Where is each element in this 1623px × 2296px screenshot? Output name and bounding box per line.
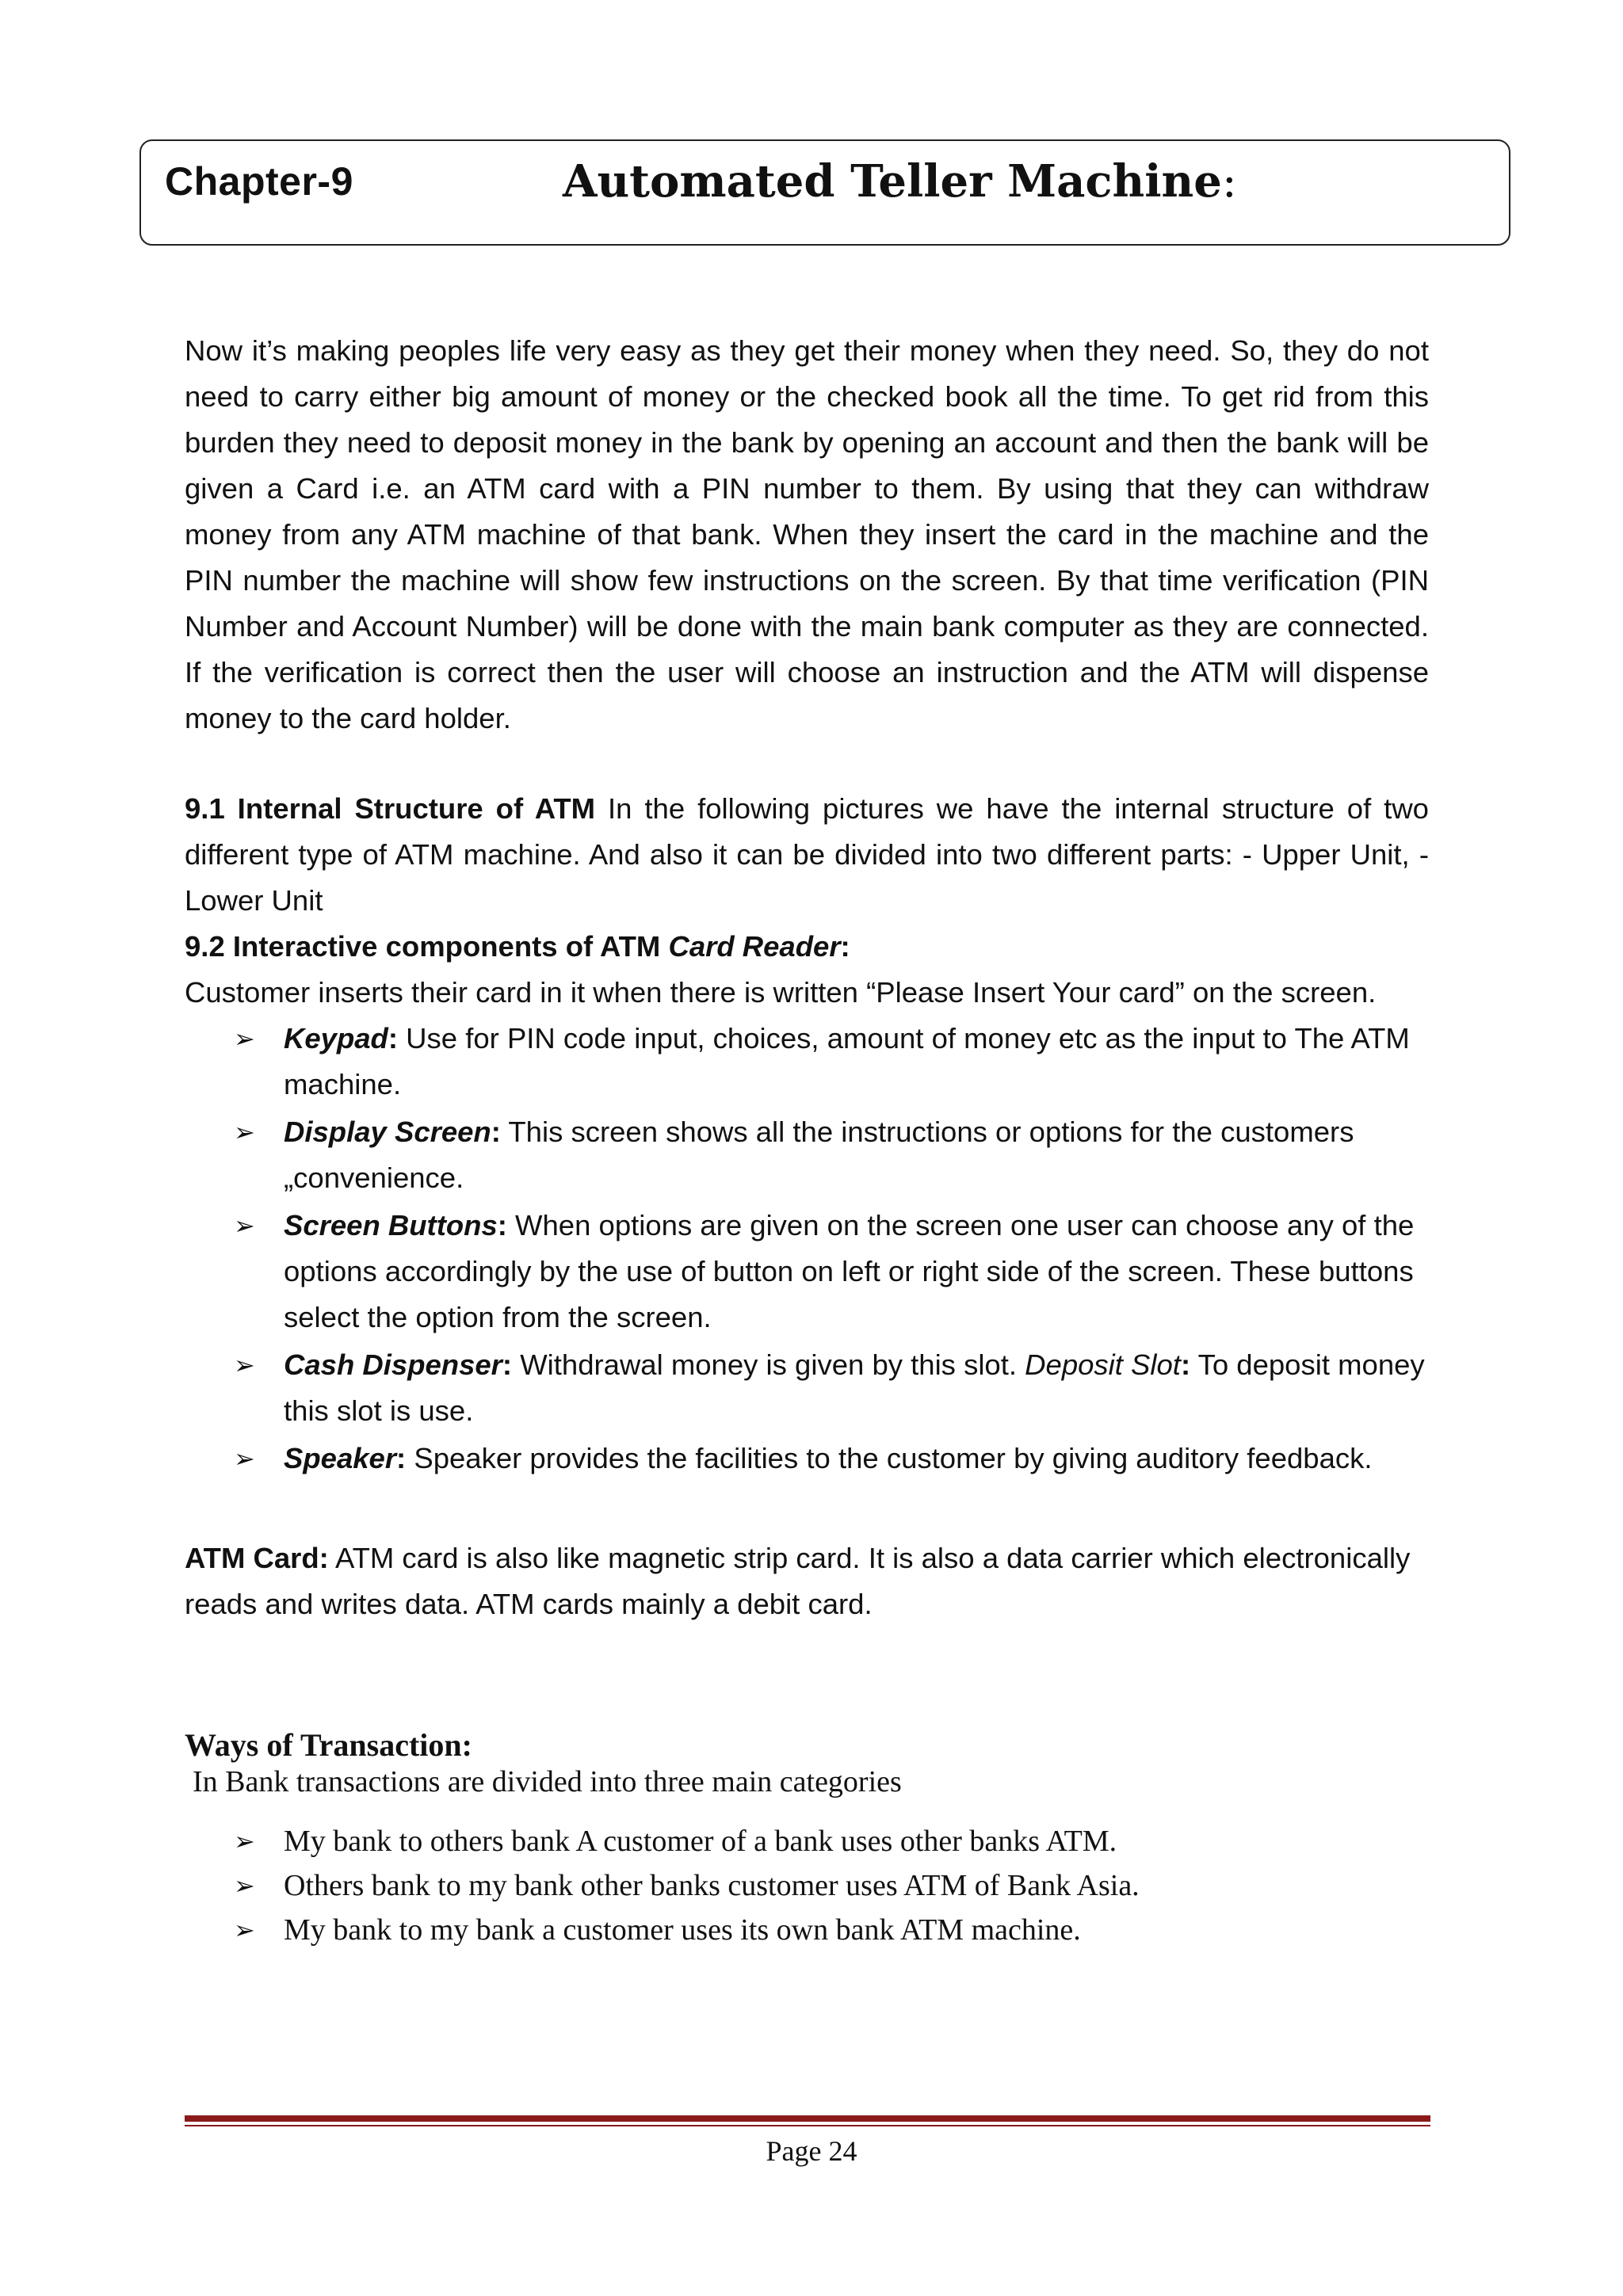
arrow-bullet-icon: ➢: [234, 1915, 255, 1945]
page-number: Page 24: [766, 2135, 857, 2167]
component-colon: :: [502, 1348, 513, 1381]
atm-card-text: ATM card is also like magnetic strip card. It is also a data carrier which electronically reads and writes data. ATM cards mainly a debit card.: [185, 1542, 1411, 1620]
component-colon: :: [491, 1116, 501, 1148]
arrow-bullet-icon: ➢: [234, 1871, 255, 1901]
atm-card-paragraph: [185, 1535, 1429, 1627]
component-text: This screen shows all the instructions or options for the customers „convenience.: [284, 1116, 1354, 1194]
list-item: [185, 1868, 1429, 1903]
component-term: Speaker: [284, 1442, 397, 1474]
component-text: Speaker provides the facilities to the customer by giving auditory feedback.: [406, 1442, 1373, 1474]
component-colon: :: [497, 1209, 507, 1241]
list-item-cash-dispenser: [185, 1342, 1429, 1434]
arrow-bullet-icon: ➢: [234, 1826, 255, 1856]
list-item: [185, 1913, 1429, 1947]
component-extra-term: Deposit Slot: [1025, 1348, 1181, 1381]
arrow-bullet-icon: ➢: [234, 1211, 255, 1240]
list-item-display-screen: [185, 1109, 1429, 1201]
component-term: Cash Dispenser: [284, 1348, 502, 1381]
list-item-keypad: [185, 1016, 1429, 1108]
section-9-2-heading: [185, 924, 1429, 970]
transactions-intro: In Bank transactions are divided into three main categories: [193, 1765, 902, 1798]
arrow-bullet-icon: ➢: [234, 1444, 255, 1473]
list-item: [185, 1824, 1429, 1859]
section-9-2-heading-colon: :: [840, 930, 850, 963]
chapter-title-colon: :: [1221, 156, 1237, 208]
footer-rule: [185, 2115, 1430, 2122]
section-9-2-heading-text: 9.2 Interactive components of ATM: [185, 930, 669, 963]
transactions-list: [185, 1824, 1429, 1947]
component-colon: :: [388, 1022, 399, 1055]
atm-card-heading: ATM Card:: [185, 1542, 329, 1574]
arrow-bullet-icon: ➢: [234, 1118, 255, 1146]
section-9-2-heading-italic: Card Reader: [668, 930, 841, 963]
transactions-section: [185, 1727, 1429, 1957]
component-term: Display Screen: [284, 1116, 491, 1148]
body-content: [185, 328, 1429, 1627]
section-9-1-paragraph: [185, 786, 1429, 924]
section-9-2-text: Customer inserts their card in it when there is written “Please Insert Your card” on the screen.: [185, 976, 1377, 1009]
chapter-title-text: Automated Teller Machine: [563, 155, 1222, 208]
component-term: Keypad: [284, 1022, 388, 1055]
component-text: When options are given on the screen one user can choose any of the options accordingly by the use of button on left or right side of the screen. These buttons select the option from the screen.: [284, 1209, 1415, 1333]
component-extra-text: To deposit money this slot is use.: [284, 1348, 1425, 1427]
transaction-text: My bank to my bank a customer uses its own bank ATM machine.: [284, 1913, 1081, 1947]
arrow-bullet-icon: ➢: [234, 1351, 255, 1379]
chapter-header-box: [139, 139, 1510, 246]
chapter-title: [563, 155, 1237, 208]
transactions-title: Ways of Transaction:: [185, 1727, 472, 1763]
component-extra-colon: :: [1180, 1348, 1191, 1381]
spacer: [185, 742, 1429, 786]
components-list: [185, 1016, 1429, 1482]
component-text: Use for PIN code input, choices, amount of money etc as the input to The ATM machine.: [284, 1022, 1410, 1100]
list-item-speaker: [185, 1436, 1429, 1482]
spacer: [185, 1483, 1429, 1535]
section-9-1-text: In the following pictures we have the internal structure of two different type of ATM machine. And also it can be divided into two different parts: - Upper Unit, -Lower Unit: [185, 792, 1429, 917]
footer-rule-thin: [185, 2125, 1430, 2126]
list-item-screen-buttons: [185, 1203, 1429, 1341]
component-term: Screen Buttons: [284, 1209, 498, 1241]
arrow-bullet-icon: ➢: [234, 1024, 255, 1053]
transaction-text: My bank to others bank A customer of a bank uses other banks ATM.: [284, 1825, 1117, 1858]
transaction-text: Others bank to my bank other banks customer uses ATM of Bank Asia.: [284, 1869, 1140, 1902]
chapter-label: Chapter-9: [165, 159, 353, 204]
intro-paragraph: Now it’s making peoples life very easy as they get their money when they need. So, they do not need to carry either big amount of money or the checked book all the time. To get rid from this burden they need to deposit money in the bank by opening an account and then the bank will be given a Card i.e. an ATM card with a PIN number to them. By using that they can withdraw money from any ATM machine of that bank. When they insert the card in the machine and the PIN number the machine will show few instructions on the screen. By that time verification (PIN Number and Account Number) will be done with the main bank computer as they are connected. If the verification is correct then the user will choose an instruction and the ATM will dispense money to the card holder.: [185, 334, 1429, 734]
section-9-1-heading: 9.1 Internal Structure of ATM: [185, 792, 596, 825]
component-text: Withdrawal money is given by this slot.: [512, 1348, 1025, 1381]
component-colon: :: [396, 1442, 407, 1474]
